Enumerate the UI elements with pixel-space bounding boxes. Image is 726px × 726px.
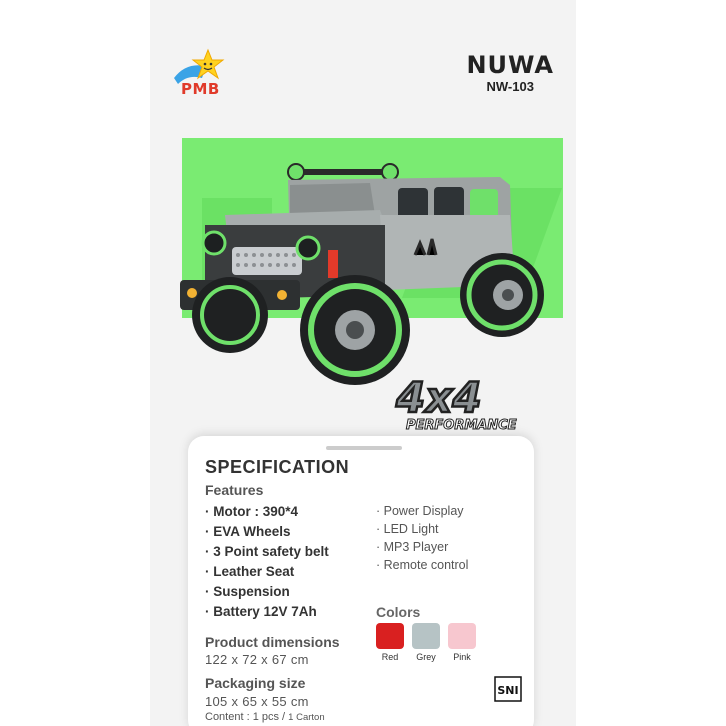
color-option-pink[interactable] <box>448 623 476 662</box>
brand-name: NUWA <box>466 51 554 79</box>
color-option-grey[interactable] <box>412 623 440 662</box>
color-option-red[interactable] <box>376 623 404 662</box>
color-swatches <box>376 623 476 662</box>
color-label: Red <box>381 652 399 662</box>
feature-item: · EVA Wheels <box>205 524 291 539</box>
drag-handle[interactable] <box>326 446 402 450</box>
colors-label: Colors <box>376 604 421 620</box>
color-swatch <box>412 623 440 649</box>
color-swatch <box>376 623 404 649</box>
spec-title: SPECIFICATION <box>205 457 350 477</box>
features-label: Features <box>205 482 264 498</box>
sni-text: SNI <box>497 684 519 697</box>
dimensions-value: 122 x 72 x 67 cm <box>205 652 309 667</box>
feature-item: · Suspension <box>205 584 290 599</box>
extras-list <box>376 502 468 574</box>
content-value <box>205 711 325 723</box>
extra-item: · MP3 Player <box>376 540 449 554</box>
extra-item: · Power Display <box>376 504 464 518</box>
packaging-value: 105 x 65 x 55 cm <box>205 694 309 709</box>
color-label: Grey <box>416 652 436 662</box>
content-small: 1 Carton <box>288 712 325 723</box>
extra-item: · LED Light <box>376 522 439 536</box>
feature-item: · Battery 12V 7Ah <box>205 604 317 619</box>
extra-item: · Remote control <box>376 558 469 572</box>
features-list <box>205 502 329 622</box>
logo-text: PMB <box>181 80 220 98</box>
badge-main-text: 4x4 <box>396 373 482 422</box>
feature-item: · Motor : 390*4 <box>205 504 299 519</box>
specification-panel <box>188 436 534 726</box>
brand-block <box>466 52 554 94</box>
badge-sub-text: PERFORMANCE <box>406 418 517 433</box>
product-card <box>150 0 576 726</box>
feature-item: · 3 Point safety belt <box>205 544 329 559</box>
model-number: NW-103 <box>486 79 534 94</box>
content-text: Content : 1 pcs / <box>205 711 286 723</box>
sni-certification-icon <box>494 676 522 702</box>
dimensions-label: Product dimensions <box>205 634 340 650</box>
color-swatch <box>448 623 476 649</box>
ride-on-jeep-image <box>170 155 550 390</box>
feature-item: · Leather Seat <box>205 564 295 579</box>
color-label: Pink <box>453 652 471 662</box>
4x4-performance-badge <box>388 372 558 434</box>
packaging-label: Packaging size <box>205 675 306 691</box>
